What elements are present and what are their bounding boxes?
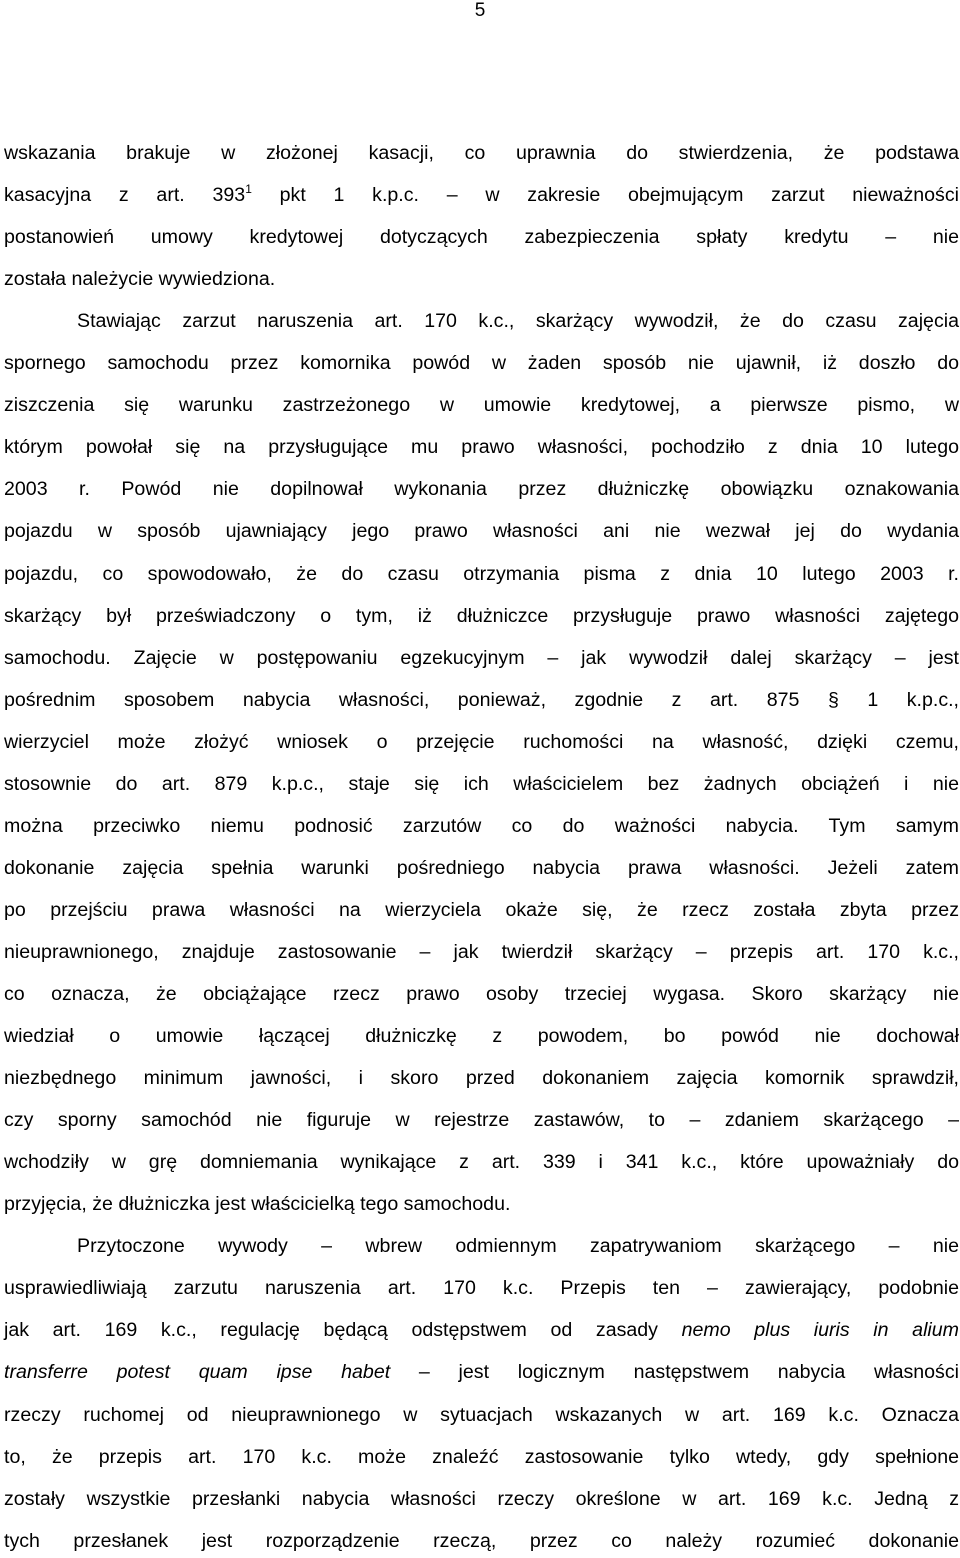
text-line — [4, 557, 959, 591]
text-line — [4, 683, 959, 717]
text-line — [4, 1187, 959, 1221]
text-segment: Stawiając zarzut naruszenia art. 170 k.c., skarżący wywodził, że do czasu zajęcia — [77, 310, 959, 333]
text-line — [4, 767, 959, 801]
text-line — [4, 220, 959, 254]
text-line — [4, 430, 959, 464]
text-line — [4, 1355, 959, 1389]
text-line — [4, 178, 959, 212]
text-line — [4, 1103, 959, 1137]
text-line — [77, 1229, 959, 1263]
superscript: 1 — [245, 181, 252, 196]
text-line — [4, 893, 959, 927]
text-line — [4, 388, 959, 422]
text-segment: – jest logicznym następstwem nabycia własności — [390, 1361, 959, 1384]
text-segment: przyjęcia, że dłużniczka jest właścicielką tego samochodu. — [4, 1193, 511, 1216]
text-segment: jak art. 169 k.c., regulację będącą odstępstwem od zasady — [4, 1319, 682, 1342]
italic-phrase: nemo plus iuris in alium — [681, 1319, 959, 1342]
text-line — [4, 641, 959, 675]
text-segment: dokonanie zajęcia spełnia warunki pośredniego nabycia prawa własności. Jeżeli zatem — [4, 856, 959, 879]
text-segment: zostały wszystkie przesłanki nabycia własności rzeczy określone w art. 169 k.c. Jedną z — [4, 1487, 959, 1510]
text-line — [4, 1271, 959, 1305]
text-segment: wchodziły w grę domniemania wynikające z art. 339 i 341 k.c., które upoważniały do — [4, 1151, 959, 1174]
text-line — [77, 304, 959, 338]
text-line — [4, 599, 959, 633]
text-line — [4, 935, 959, 969]
text-line — [4, 472, 959, 506]
text-segment: co oznacza, że obciążające rzecz prawo osoby trzeciej wygasa. Skoro skarżący nie — [4, 983, 959, 1005]
text-line — [4, 1482, 959, 1516]
text-line — [4, 1019, 959, 1053]
text-line — [4, 1061, 959, 1095]
text-line — [4, 1440, 959, 1474]
text-segment: samochodu. Zajęcie w postępowaniu egzekucyjnym – jak wywodził dalej skarżący – jest — [4, 646, 959, 669]
text-line — [4, 851, 959, 885]
page-number: 5 — [474, 0, 486, 21]
text-segment: wskazania brakuje w złożonej kasacji, co uprawnia do stwierdzenia, że podstawa — [4, 142, 959, 164]
text-segment: usprawiedliwiają zarzutu naruszenia art. 170 k.c. Przepis ten – zawierający, podobnie — [4, 1277, 959, 1300]
text-line — [4, 1524, 959, 1558]
text-segment: niezbędnego minimum jawności, i skoro przed dokonaniem zajęcia komornik sprawdził, — [4, 1067, 959, 1090]
text-line — [4, 346, 959, 380]
text-segment: postanowień umowy kredytowej dotyczących zabezpieczenia spłaty kredytu – nie — [4, 226, 959, 249]
text-segment: można przeciwko niemu podnosić zarzutów co do ważności nabycia. Tym samym — [4, 814, 959, 837]
text-segment: skarżący był przeświadczony o tym, iż dłużniczce przysługuje prawo własności zajętego — [4, 604, 959, 627]
text-line — [4, 809, 959, 843]
text-segment: po przejściu prawa własności na wierzyciela okaże się, że rzecz została zbyta przez — [4, 898, 959, 921]
text-line — [4, 977, 959, 1011]
text-segment: pojazdu, co spowodowało, że do czasu otrzymania pisma z dnia 10 lutego 2003 r. — [4, 562, 959, 585]
text-segment: pośrednim sposobem nabycia własności, ponieważ, zgodnie z art. 875 § 1 k.p.c., — [4, 688, 959, 711]
text-segment: spornego samochodu przez komornika powód w żaden sposób nie ujawnił, iż doszło do — [4, 352, 959, 375]
text-segment: tych przesłanek jest rozporządzenie rzeczą, przez co należy rozumieć dokonanie — [4, 1529, 959, 1552]
text-line — [4, 1145, 959, 1179]
text-segment: pojazdu w sposób ujawniający jego prawo własności ani nie wezwał jej do wydania — [4, 520, 959, 543]
italic-phrase: transferre potest quam ipse habet — [4, 1361, 391, 1384]
text-segment: stosownie do art. 879 k.p.c., staje się ich właścicielem bez żadnych obciążeń i nie — [4, 772, 959, 795]
text-segment: rzeczy ruchomej od nieuprawnionego w sytuacjach wskazanych w art. 169 k.c. Oznacza — [4, 1403, 959, 1426]
text-segment: kasacyjna z art. 393 — [4, 184, 246, 207]
text-line — [4, 262, 959, 296]
text-segment: 2003 r. Powód nie dopilnował wykonania przez dłużniczkę obowiązku oznakowania — [4, 478, 959, 501]
text-segment: nieuprawnionego, znajduje zastosowanie – jak twierdził skarżący – przepis art. 170 k.c., — [4, 940, 959, 963]
text-segment: została należycie wywiedziona. — [4, 268, 276, 291]
text-segment: pkt 1 k.p.c. – w zakresie obejmującym zarzut nieważności — [251, 184, 959, 207]
text-segment: Przytoczone wywody – wbrew odmiennym zapatrywaniom skarżącego – nie — [77, 1235, 959, 1258]
text-line — [4, 725, 959, 759]
text-segment: wiedział o umowie łączącej dłużniczkę z powodem, bo powód nie dochował — [4, 1025, 959, 1048]
text-line — [4, 514, 959, 548]
text-line — [4, 136, 959, 170]
text-line — [4, 1313, 959, 1347]
text-segment: czy sporny samochód nie figuruje w rejestrze zastawów, to – zdaniem skarżącego – — [4, 1109, 959, 1132]
text-line — [4, 1398, 959, 1432]
text-segment: wierzyciel może złożyć wniosek o przejęcie ruchomości na własność, dzięki czemu, — [4, 730, 959, 753]
text-segment: ziszczenia się warunku zastrzeżonego w umowie kredytowej, a pierwsze pismo, w — [4, 394, 959, 417]
text-segment: którym powołał się na przysługujące mu prawo własności, pochodziło z dnia 10 lutego — [4, 436, 959, 459]
text-segment: to, że przepis art. 170 k.c. może znaleźć zastosowanie tylko wtedy, gdy spełnione — [4, 1445, 959, 1468]
